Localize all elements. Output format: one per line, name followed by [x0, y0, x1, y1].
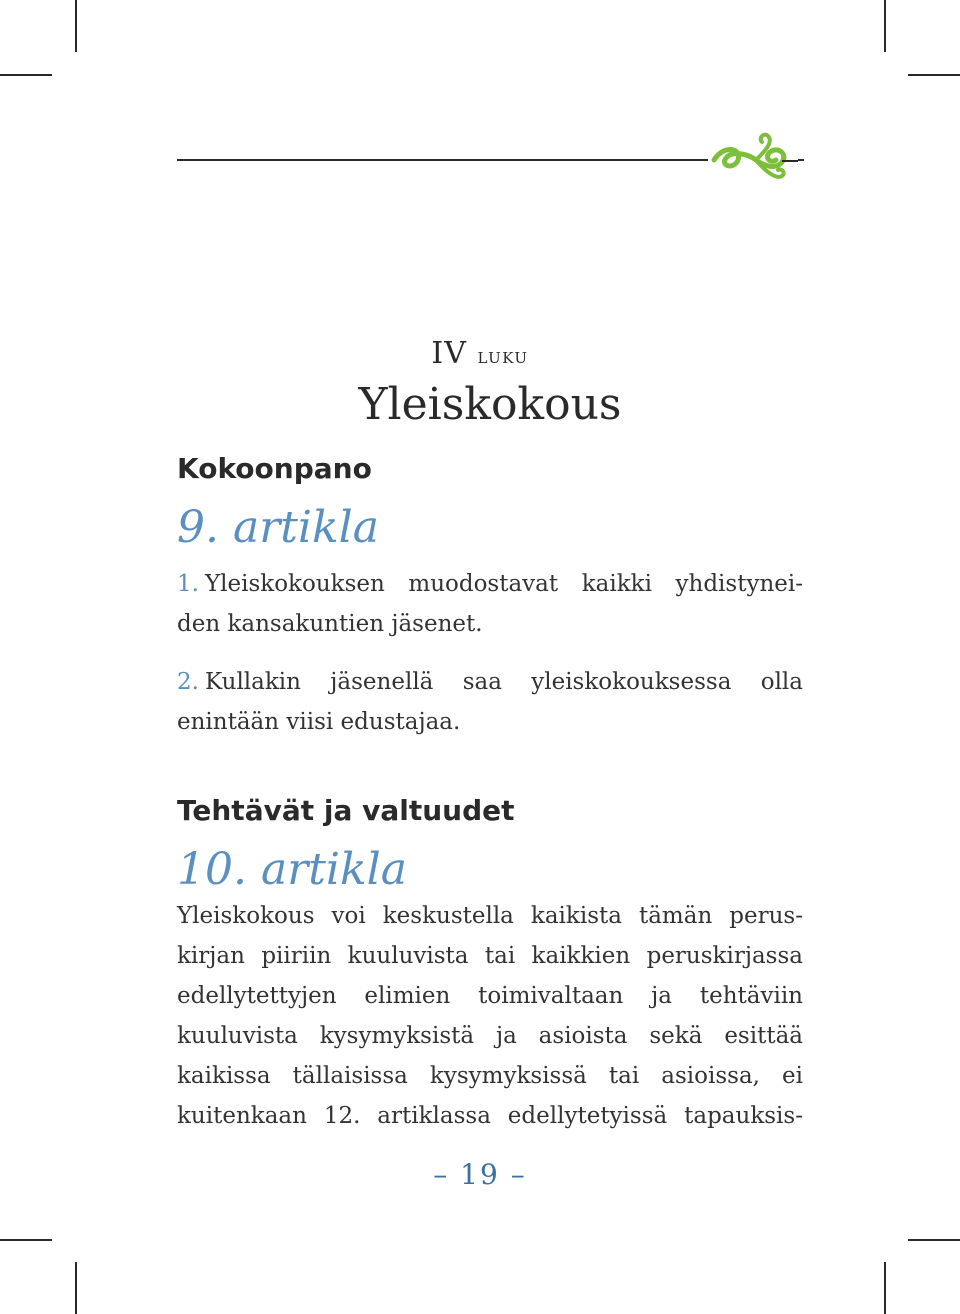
crop-mark [908, 1239, 960, 1241]
chapter-title: Yleiskokous [358, 379, 622, 430]
paragraph-line: kaikissa tällaisissa kysymyksissä tai asioissa, ei [177, 1063, 803, 1089]
paragraph-line: Kullakin jäsenellä saa yleiskokouksessa olla [204, 669, 803, 695]
crop-mark [75, 0, 77, 52]
crop-mark [0, 1239, 52, 1241]
paragraph-line: kuuluvista kysymyksistä ja asioista sekä esittää [177, 1023, 803, 1049]
crop-mark [908, 74, 960, 76]
flourish-ornament-icon [708, 130, 798, 186]
paragraph-line: kuitenkaan 12. artiklassa edellytetyissä tapauksis- [177, 1103, 803, 1129]
paragraph-line: kirjan piiriin kuuluvista tai kaikkien peruskirjassa [177, 943, 803, 969]
article-title: 10. artikla [177, 844, 407, 895]
crop-mark [75, 1262, 77, 1314]
paragraph-line: Yleiskokouksen muodostavat kaikki yhdistynei- [204, 571, 803, 597]
chapter-label [0, 336, 960, 371]
chapter-roman: IV [431, 336, 467, 371]
numbered-paragraph [177, 662, 803, 742]
page-number: – 19 – [433, 1158, 527, 1191]
article-title: 9. artikla [177, 502, 379, 553]
paragraph-line: enintään viisi edustajaa. [177, 709, 461, 735]
crop-mark [884, 1262, 886, 1314]
section-heading: Kokoonpano [177, 452, 372, 485]
chapter-word: luku [477, 344, 529, 369]
paragraph-line: Yleiskokous voi keskustella kaikista tämän perus- [177, 903, 803, 929]
section-heading: Tehtävät ja valtuudet [177, 794, 515, 827]
paragraph-line: edellytettyjen elimien toimivaltaan ja tehtäviin [177, 983, 803, 1009]
body-paragraph [177, 896, 803, 1136]
crop-mark [884, 0, 886, 52]
paragraph-line: den kansakuntien jäsenet. [177, 611, 483, 637]
paragraph-number: 2. [177, 669, 199, 695]
numbered-paragraph [177, 564, 803, 644]
crop-mark [0, 74, 52, 76]
paragraph-number: 1. [177, 571, 199, 597]
